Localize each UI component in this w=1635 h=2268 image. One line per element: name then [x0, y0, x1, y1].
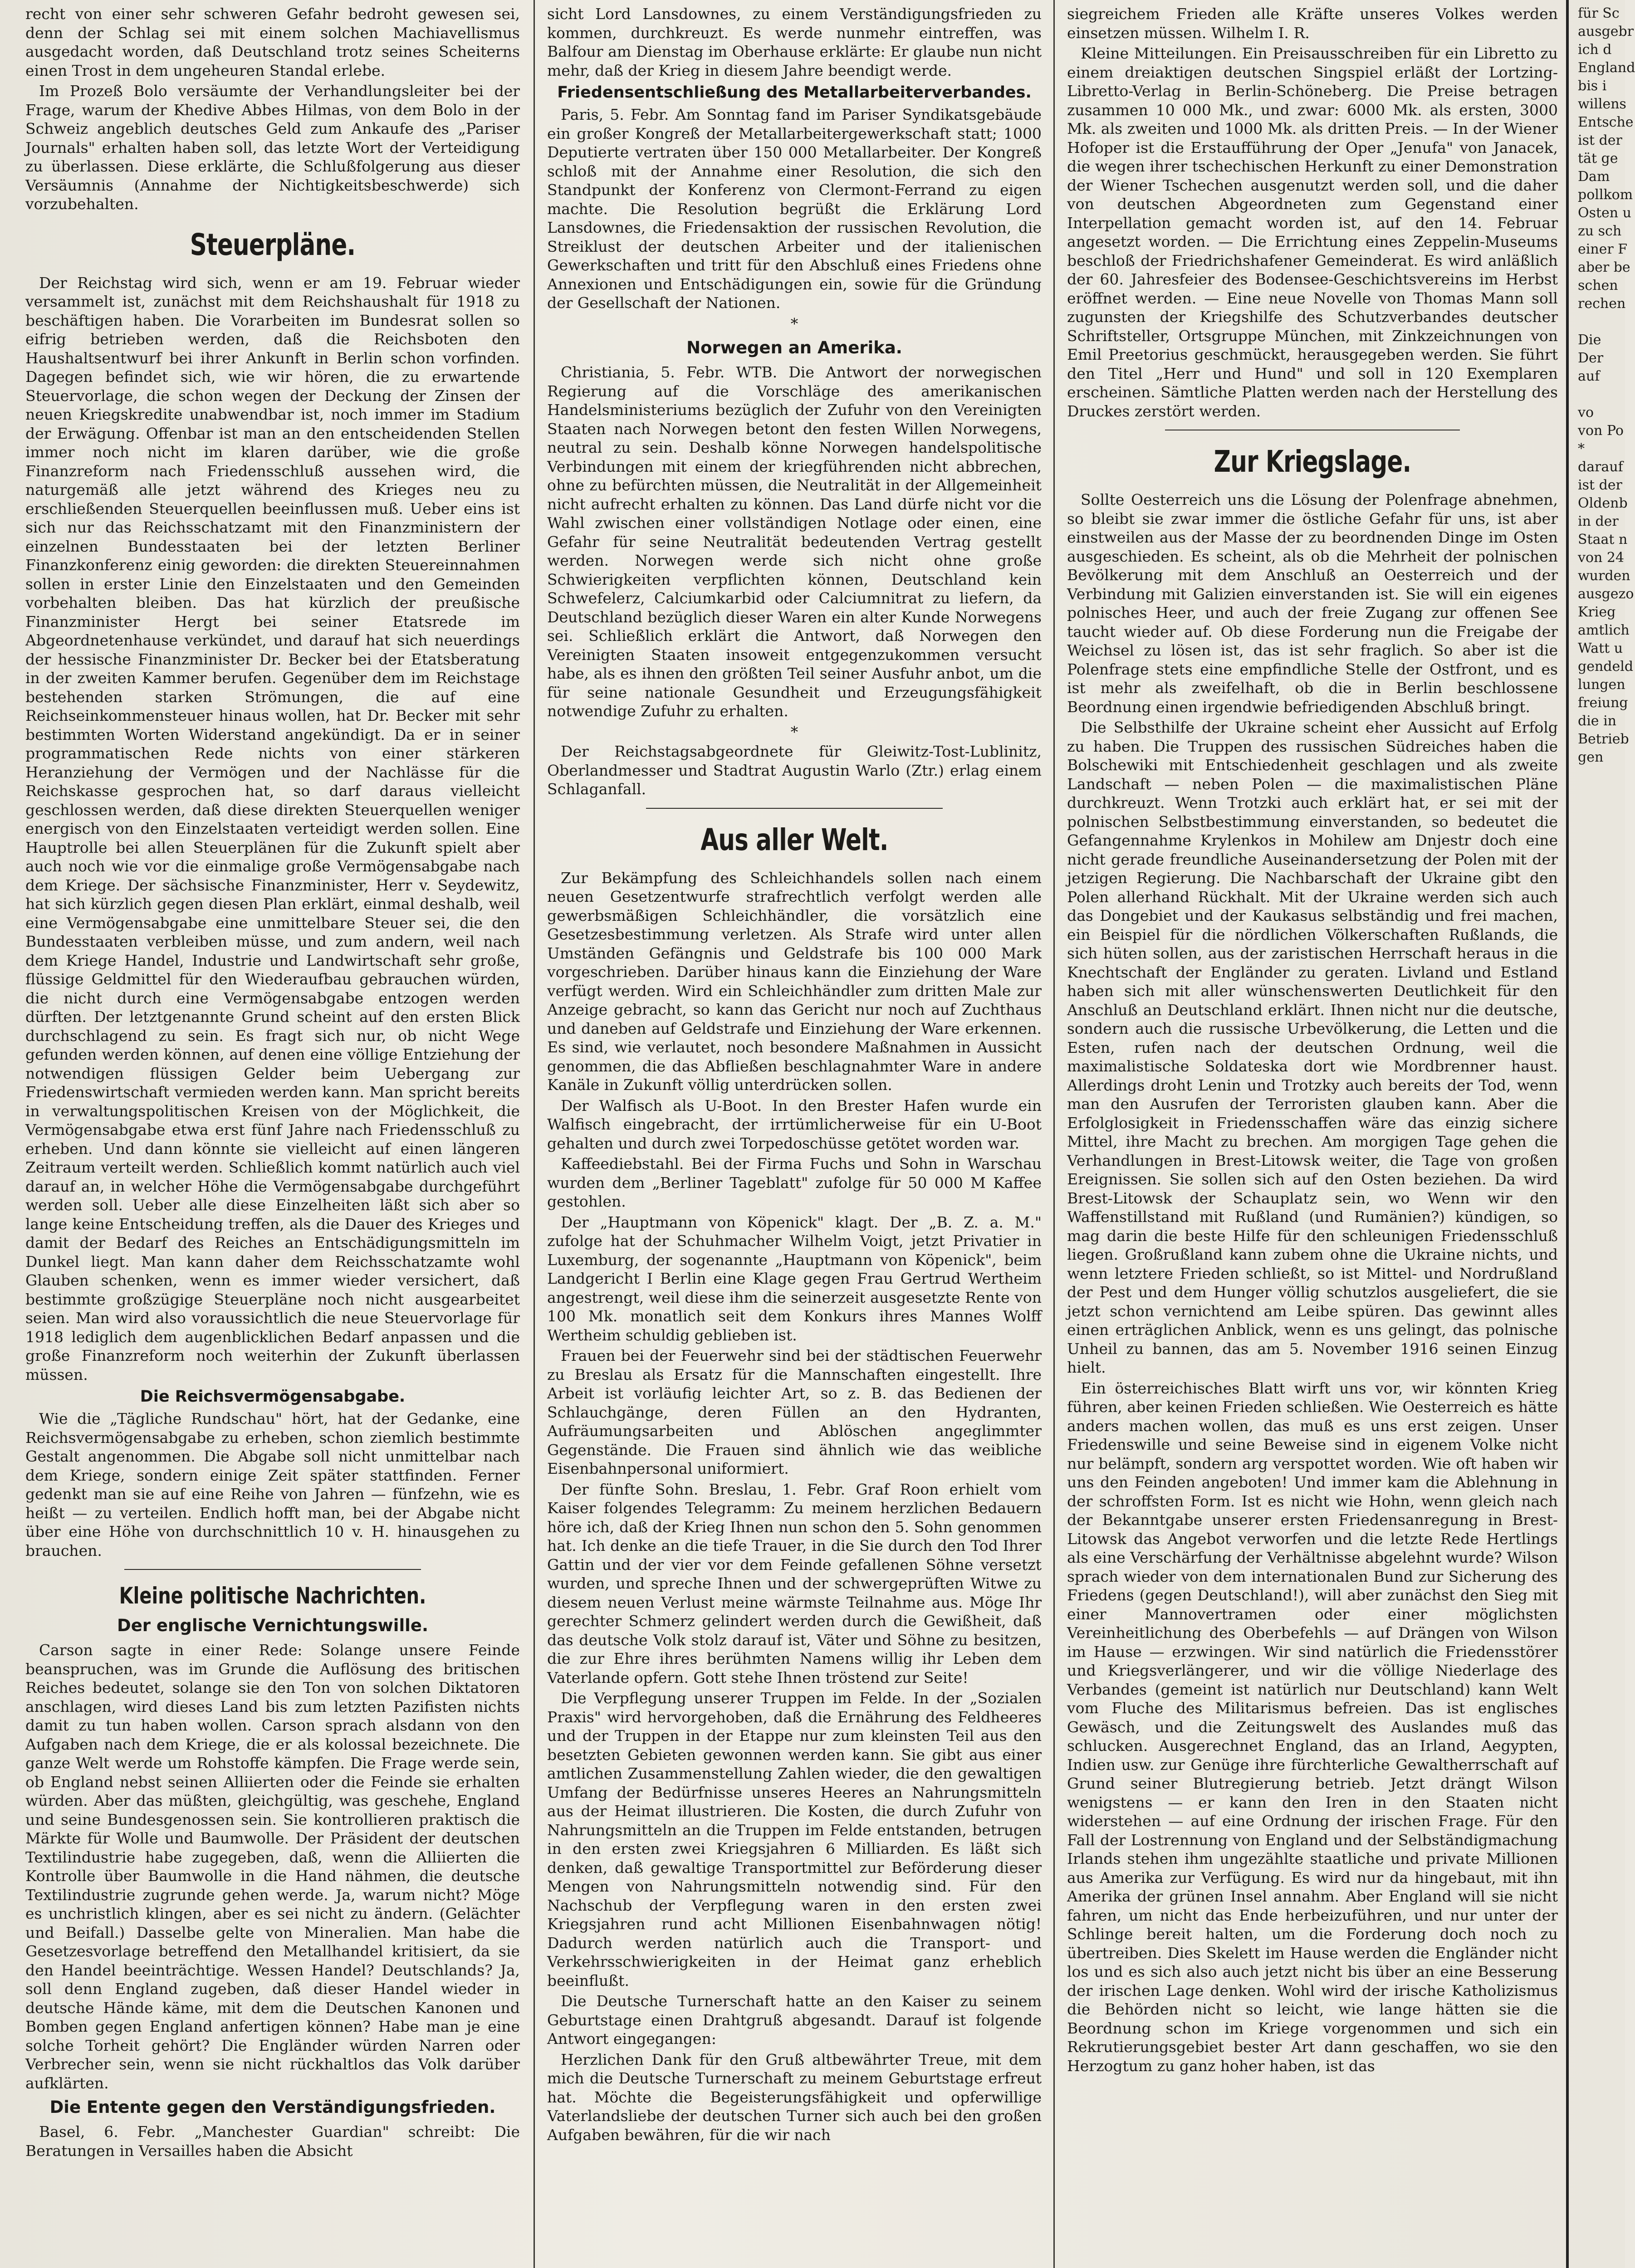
fragment-line: für Sc [1578, 5, 1620, 21]
column-1 [25, 5, 520, 2268]
column-2 [547, 5, 1042, 2268]
article-paragraph: Wie die „Tägliche Rundschau" hört, hat der Gedanke, eine Reichsvermögensabgabe zu erheben, schon ziemlich bestimmte Gestalt angenommen. Die Abgabe soll nicht unmittelbar nach dem Kriege, sondern einige Zeit später stattfinden. Ferner gedenkt man sie auf eine Reihe von Jahren — fünfzehn, wie es heißt — zu verteilen. Endlich hofft man, bei der Abgabe nicht über eine Höhe von durchschnittlich 10 v. H. hinausgehen zu brauchen. [25, 1410, 520, 1559]
article-paragraph: Zur Bekämpfung des Schleichhandels sollen nach einem neuen Gesetzentwurfe strafrechtlich verfolgt werden alle gewerbsmäßigen Schleichhändler, die vorsätzlich eine Gesetzesbestimmung verletzen. Als Strafe wird unter allen Umständen Gefängnis und Geldstrafe bis 100 000 Mark vorgeschrieben. Darüber hinaus kann die Einziehung der Ware verfügt werden. Wird ein Schleichhändler zum dritten Male zur Anzeige gebracht, so kann das Gericht nur noch auf Zuchthaus und daneben auf Geldstrafe und Einziehung der Ware erkennen. Es sind, wie verlautet, noch besondere Maßnahmen in Aussicht genommen, die das Abfließen beschlagnahmter Ware in andere Kanäle in Zukunft völlig unterdrücken sollen. [547, 869, 1042, 1094]
fragment-line [1578, 313, 1625, 331]
fragment-line: schen [1578, 278, 1618, 293]
article-paragraph: Die Verpflegung unserer Truppen im Felde. In der „Sozialen Praxis" wird hervorgehoben, daß die Ernährung des Feldheeres und der Truppen in der Etappe nur zum kleinsten Teil aus den besetzten Gebieten gewonnen werden kann. Sie gibt aus einer amtlichen Zusammenstellung Zahlen wieder, die den gewaltigen Umfang der Bedürfnisse unseres Heeres an Nahrungsmitteln aus der Heimat illustrieren. Die Kosten, die durch Zufuhr von Nahrungsmitteln an die Truppen im Felde entstanden, betrugen in den ersten zwei Kriegsjahren 6 Milliarden. Es läßt sich denken, daß gewaltige Transportmittel zur Beförderung dieser Mengen von Nahrungsmitteln notwendig sind. Für den Nachschub der Verpflegung waren in den ersten zwei Kriegsjahren rund acht Millionen Eisenbahnwagen nötig! Dadurch werden natürlich auch die Transport- und Verkehrsschwierigkeiten in der Heimat ganz erheblich beeinflußt. [547, 1689, 1042, 1989]
article-paragraph: Der „Hauptmann von Köpenick" klagt. Der „B. Z. a. M." zufolge hat der Schuhmacher Wilhelm Voigt, jetzt Privatier in Luxemburg, der sogenannte „Hauptmann von Köpenick", beim Landgericht I Berlin eine Klage gegen Frau Gertrud Wertheim angestrengt, weil diese ihm die seinerzeit ausgesetzte Rente von 100 Mk. monatlich seit dem Konkurs ihres Mannes Wolff Wertheim schuldig geblieben ist. [547, 1213, 1042, 1344]
article-paragraph: Sollte Oesterreich uns die Lösung der Polenfrage abnehmen, so bleibt sie zwar immer die östliche Gefahr für uns, ist aber einstweilen aus der Masse der zu beordnenden Dinge im Osten ausgeschieden. Es scheint, als ob die Mehrheit der polnischen Bevölkerung mit dem Anschluß an Oesterreich und der Verbindung mit Galizien einverstanden ist. Sie will ein eigenes polnisches Heer, und auch der freie Zugang zur offenen See taucht wieder auf. Ob diese Forderung nun die Freigabe der Weichsel zu lösen ist, das ist sehr fraglich. So aber ist die Polenfrage stets eine empfindliche Stelle der Ostfront, und es ist mehr als zweifelhaft, ob die in Berlin beschlossene Beordnung einen irgendwie befriedigenden Abschluß bringt. [1067, 491, 1558, 716]
article-paragraph: Die Deutsche Turnerschaft hatte an den Kaiser zu seinem Geburtstage einen Drahtgruß abgesandt. Darauf ist folgende Antwort eingegangen: [547, 1992, 1042, 2048]
fragment-line: Betrieb [1578, 731, 1629, 747]
article-paragraph: Basel, 6. Febr. „Manchester Guardian" schreibt: Die Beratungen in Versailles haben die Absicht [25, 2123, 520, 2160]
fragment-line: Dam [1578, 169, 1610, 185]
fragment-line: Krieg [1578, 604, 1616, 620]
article-continuation: sicht Lord Lansdownes, zu einem Verständigungsfrieden zu kommen, durchkreuzt. Es werde nunmehr eintreffen, was Balfour am Dienstag im Oberhause erklärte: Er glaube nun nicht mehr, daß der Krieg in diesem Jahre beendigt werde. [547, 5, 1042, 79]
subheading: Die Reichsvermögensabgabe. [140, 1388, 406, 1406]
fragment-line: ist der [1578, 477, 1622, 493]
article-continuation: siegreichem Frieden alle Kräfte unseres Volkes werden einsetzen müssen. Wilhelm I. R. [1067, 5, 1558, 42]
fragment-line: bis i [1578, 78, 1607, 94]
article-paragraph: Der fünfte Sohn. Breslau, 1. Febr. Graf Roon erhielt vom Kaiser folgendes Telegramm: Zu meinem herzlichen Bedauern höre ich, daß der Krieg Ihnen nun schon den 5. Sohn genommen hat. Ich denke an die tiefe Trauer, in die Sie durch den Tod Ihrer Gattin und der vier vor dem Feinde gefallenen Söhne versetzt wurden, und spreche Ihnen und der schwergeprüften Witwe zu diesem neuen Verlust meine wärmste Teilnahme aus. Möge Ihr gerechter Schmerz gelindert werden durch die Gewißheit, daß das deutsche Volk stolz darauf ist, Väter und Söhne zu besitzen, die zur Ehre ihres berühmten Namens willig ihr Leben dem Vaterlande opfern. Gott stehe Ihnen tröstend zur Seite! [547, 1480, 1042, 1686]
fragment-line: Staat n [1578, 532, 1628, 547]
separator-star: * [790, 314, 798, 332]
fragment-line: ausgezo [1578, 586, 1634, 602]
separator-star: * [790, 723, 798, 741]
fragment-line: * [1578, 441, 1585, 457]
fragment-line: Der [1578, 350, 1604, 366]
fragment-line: von 24 [1578, 550, 1625, 566]
subheading: Der englische Vernichtungswille. [117, 1616, 428, 1635]
fragment-line: wurden [1578, 568, 1630, 584]
fragment-line: rechen [1578, 296, 1626, 312]
column-3 [1067, 5, 1558, 2268]
article-paragraph: Ein österreichisches Blatt wirft uns vor, wir könnten Krieg führen, aber keinen Frieden schließen. Wie Oesterreich es hätte anders machen wollen, das muß es uns erst zeigen. Unser Friedenswille und seine Beweise sind in eigenem Volke nicht nur belämpft, sondern arg verspottet worden. Wie oft haben wir uns den Feinden angeboten! Und immer kam die Ablehnung in der schroffsten Form. Ist es nicht wie Hohn, wenn gleich nach der Bekanntgabe unserer ersten Friedensanregung in Brest-Litowsk das Angebot verworfen und die letzte Rede Hertlings als eine Verschärfung der Verhältnisse abgelehnt wurde? Wilson sprach wieder von dem internationalen Bund zur Sicherung des Friedens (gegen Deutschland!), will aber zunächst den Sieg mit einer Mannovertramen oder einer möglichsten Vereinheitlichung des Oberbefehls — auf Drängen von Wilson im Hause — erzwingen. Wir sind natürlich die Friedensstörer und Kriegsverlängerer, und wir die völlige Niederlage des Verbandes (gemeint ist natürlich nur Deutschland) kann Welt vom Fluche des Militarismus befreien. Das ist englisches Gewäsch, und die Zeitungswelt des Auslandes muß das schlucken. Ausgerechnet England, das an Irland, Aegypten, Indien usw. zur Genüge ihre fürchterliche Gewaltherrschaft auf Grund seiner Blutregierung betrieb. Jetzt drängt Wilson wenigstens — er kann den Iren in den Staaten nicht widerstehen — auf eine Ordnung der irischen Frage. Für den Fall der Lostrennung von England und der Selbständigmachung Irlands stehen ihm ungezählte staatliche und private Millionen aus Amerika zur Verfügung. Es wird nur da hingebaut, mit ihn Amerika der grünen Insel annahm. Aber England will sie nicht fahren, um nicht das Ende herbeizuführen, und nur unter der Schlinge bereit halten, um die Forderung doch noch zu übertreiben. Dies Skelett im Hause werden die Engländer nicht los und es sich also auch jetzt nicht bis über an eine Besserung der irischen Lage denken. Wohl wird der irische Katholizismus die Behörden nicht so leicht, wie lange hätten sie die Beordnung schon im Kriege vorgenommen und sich ein Rekrutierungsgebiet bester Art dann geschaffen, wo sie den Herzogtum zu ganz hoher haben, ist das [1067, 1379, 1558, 2075]
fragment-line: pollkom [1578, 187, 1633, 203]
headline-steuerplaene: Steuerpläne. [190, 227, 356, 262]
fragment-line: gen [1578, 749, 1604, 765]
headline-norwegen: Norwegen an Amerika. [686, 338, 902, 357]
page-edge-rule [1566, 0, 1569, 2268]
article-paragraph: Paris, 5. Febr. Am Sonntag fand im Pariser Syndikatsgebäude ein großer Kongreß der Metallarbeitergewerkschaft statt; 1000 Deputierte vertraten über 150 000 Metallarbeiter. Der Kongreß schloß mit der Annahme einer Resolution, die sich den Standpunkt der Konferenz von Clermont-Ferrand zu eigen machte. Die Resolution begrüßt die Erklärung Lord Lansdownes, die Friedensaktion der russischen Revolution, die Streiklust der deutschen Arbeiter und der italienischen Gewerkschaften und tritt für den Abschluß eines Friedens ohne Annexionen und Entschädigungen ein, sowie für die Gründung der Gesellschaft der Nationen. [547, 106, 1042, 312]
fragment-line: freiung [1578, 695, 1628, 711]
article-paragraph: Herzlichen Dank für den Gruß altbewährter Treue, mit dem mich die Deutsche Turnerschaft zu meinem Geburtstage erfreut hat. Möchte die Begeisterungsfähigkeit und opferwillige Vaterlandsliebe der deutschen Turner sich auch bei den großen Aufgaben bewähren, für die wir nach [547, 2050, 1042, 2144]
fragment-line: England [1578, 60, 1635, 76]
fragment-line [1578, 386, 1625, 404]
column-4-fragment [1578, 5, 1635, 2268]
article-paragraph: Der Walfisch als U-Boot. In den Brester Hafen wurde ein Walfisch eingebracht, der irrtümlicherweise für ein U-Boot gehalten und durch zwei Torpedoschüsse getötet worden war. [547, 1096, 1042, 1152]
article-paragraph: Der Reichstagsabgeordnete für Gleiwitz-Tost-Lublinitz, Oberlandmesser und Stadtrat Augustin Warlo (Ztr.) erlag einem Schlaganfall. [547, 743, 1042, 798]
headline-zur-kriegslage: Zur Kriegslage. [1214, 444, 1411, 479]
subheading: Die Entente gegen den Verständigungsfrieden. [49, 2097, 496, 2117]
article-paragraph: Die Selbsthilfe der Ukraine scheint eher Aussicht auf Erfolg zu haben. Die Truppen des russischen Südreiches haben die Bolschewiki mit Entschiedenheit geschlagen und als zweite Landschaft — neben Polen — die maximalistischen Pläne durchkreuzt. Wenn Trotzki auch erklärt hat, er sei mit der polnischen Selbstbestimmung einverstanden, so bedeutet die Gefangennahme Krylenkos in Mohilew am Dnjestr doch eine nicht gerade freundliche Auseinandersetzung der Polen mit der jetzigen Regierung. Die Nachbarschaft der Ukraine gibt den Polen allerhand Rückhalt. Mit der Ukraine werden sich auch das Dongebiet und der Kaukasus selbständig und frei machen, ein Beispiel für die nördlichen Völkerschaften Rußlands, die sich hüten sollen, aus der zaristischen Herrschaft heraus in die Knechtschaft der Engländer zu geraten. Livland und Estland haben sich mit aller wünschenswerten Deutlichkeit für den Anschluß an Deutschland erklärt. Ihnen nicht nur die deutsche, sondern auch die russische Urbevölkerung, die Letten und die Esten, rufen nach der deutschen Ordnung, weil die maximalistische Soldateska dort wie Mordbrenner haust. Allerdings droht Lenin und Trotzky auch bereits der Tod, wenn man den Ausrufen der Terroristen glauben kann. Aber die Erfolglosigkeit in Friedensschaffen wäre das einzig sichere Mittel, ihre Macht zu brechen. Am morgigen Tage gehen die Verhandlungen in Brest-Litowsk weiter, die Tage von großen Ereignissen. Sie sollen sich auf den Osten beziehen. Da wird Brest-Litowsk der Schauplatz sein, wo Wenn wir den Waffenstillstand mit Rußland (und Rumänien?) kündigen, so mag darin die beste Hilfe für den schleunigen Friedensschluß liegen. Großrußland kann zubem ohne die Ukraine nichts, und wenn letztere Frieden schließt, so ist Mittel- und Nordrußland der Pest und dem Hunger völlig schutzlos ausgeliefert, die sie jetzt schon vernichtend am Leibe spüren. Das gewinnt alles einen erträglichen Anblick, wenn es uns gelingt, das polnische Unheil zu bannen, das am 5. November 1916 seinen Einzug hielt. [1067, 719, 1558, 1376]
fragment-line: ist der [1578, 132, 1622, 148]
article-paragraph: Christiania, 5. Febr. WTB. Die Antwort der norwegischen Regierung auf die Vorschläge des amerikanischen Handelsministeriums bezüglich der Zufuhr von den Vereinigten Staaten nach Norwegen betont den festen Willen Norwegens, neutral zu sein. Deshalb könne Norwegen handelspolitische Verbindungen mit einem der kriegführenden nicht abbrechen, ohne zu befürchten müssen, die Neutralität in der Allgemeinheit nicht aufrecht erhalten zu können. Das Land dürfe nicht vor die Wahl zwischen einer vollständigen Notlage oder einen, eine Gefahr für seine Neutralität bedeutenden Vertrag gestellt werden. Norwegen werde sich nicht ohne große Schwierigkeiten verpflichten können, Deutschland kein Schwefelerz, Calciumkarbid oder Calciumnitrat zu liefern, da Deutschland bezüglich dieser Waren ein alter Kunde Norwegens sei. Schließlich erklärt die Antwort, daß Norwegen den Vereinigten Staaten insoweit entgegenzukommen versucht habe, als es ihnen den größten Teil seiner Ausfuhr anbot, um die für seine nationale Gesundheit und Erzeugungsfähigkeit notwendige Zufuhr zu erhalten. [547, 363, 1042, 720]
article-paragraph: Der Reichstag wird sich, wenn er am 19. Februar wieder versammelt ist, zunächst mit dem Reichshaushalt für 1918 zu beschäftigen haben. Die Vorarbeiten im Bundesrat sollen so eifrig betrieben werden, daß die Reichsboten den Haushaltsentwurf bei ihrer Ankunft in Berlin schon vorfinden. Dagegen befindet sich, wie wir hören, die zu erwartende Steuervorlage, die schon wegen der Deckung der Zinsen der neuen Kriegskredite unabwendbar ist, noch immer im Stadium der Erwägung. Offenbar ist man an den entscheidenden Stellen immer noch nicht im klaren darüber, wie die große Finanzreform nach Friedensschluß aussehen wird, die naturgemäß alle jetzt während des Krieges neu zu erschließenden Steuerquellen beeinflussen muß. Ueber eins ist sich nur das Reichsschatzamt mit den Finanzministern der einzelnen Bundesstaaten bei der letzten Berliner Finanzkonferenz einig geworden: die direkten Steuereinnahmen sollen in erster Linie den Einzelstaaten und den Gemeinden vorbehalten bleiben. Das hat kürzlich der preußische Finanzminister Hergt bei seiner Etatsrede im Abgeordnetenhause verkündet, und darauf hat sich neuerdings der hessische Finanzminister Dr. Becker bei der Etatsberatung in der zweiten Kammer berufen. Gegenüber dem im Reichstage bestehenden starken Strömungen, die auf eine Reichseinkommensteuer hinaus wollen, hat Dr. Becker mit sehr bestimmten Worten Widerstand angekündigt. Da er in seiner programmatischen Rede nichts von einer stärkeren Heranziehung der Vermögen und der Nachlässe für die Reichskasse gesprochen hat, so darf daraus vielleicht geschlossen werden, daß diese direkten Steuerquellen weniger energisch von den Einzelstaaten verteidigt werden sollen. Eine Hauptrolle bei allen Steuerplänen für die Zukunft spielt aber auch noch wie vor die einmalige große Vermögensabgabe nach dem Kriege. Der sächsische Finanzminister, Herr v. Seydewitz, hat sich kürzlich gegen diesen Plan erklärt, einmal deshalb, weil eine Vermögensabgabe eine unmittelbare Steuer sei, die den Bundesstaaten verbleiben müsse, und zum andern, weil nach dem Kriege Handel, Industrie und Landwirtschaft sehr große, flüssige Geldmittel für den Wiederaufbau gebrauchen würden, die nicht durch eine Vermögensabgabe entzogen werden dürften. Der letztgenannte Grund scheint auf den ersten Blick durchschlagend zu sein. Es fragt sich nur, ob nicht Wege gefunden werden können, auf denen eine völlige Entziehung der notwendigen flüssigen Gelder beim Uebergang zur Friedenswirtschaft vermieden werden kann. Man spricht bereits in verwaltungspolitischen Kreisen von der Möglichkeit, die Vermögensabgabe etwa erst fünf Jahre nach Friedensschluß zu erheben. Und dann könnte sie vielleicht auf einen längeren Zeitraum verteilt werden. Schließlich kommt natürlich auch viel darauf an, in welcher Höhe die Vermögensabgabe durchgeführt werden soll. Ueber alle diese Einzelheiten läßt sich aber so lange keine Entscheidung treffen, als die Dauer des Krieges und damit der Bedarf des Reiches an Entschädigungsmitteln im Dunkel liegt. Man kann daher dem Reichsschatzamte wohl Glauben schenken, wenn es immer wieder versichert, daß bestimmte großzügige Steuerpläne noch nicht ausgearbeitet seien. Man wird also voraussichtlich die neue Steuervorlage für 1918 lediglich dem augenblicklichen Bedarf anpassen und die große Finanzreform noch weiterhin der Zukunft überlassen müssen. [25, 274, 520, 1383]
article-paragraph: Kleine Mitteilungen. Ein Preisausschreiben für ein Libretto zu einem dreiaktigen deutschen Singspiel erläßt der Lortzing-Libretto-Verlag in Berlin-Schöneberg. Die Preise betragen zusammen 10 000 Mk., und zwar: 6000 Mk. als ersten, 3000 Mk. als zweiten und 1000 Mk. als dritten Preis. — In der Wiener Hofoper ist die Erstaufführung der Oper „Jenufa" von Janacek, die wegen ihrer tschechischen Herkunft zu einer Demonstration der Wiener Tschechen ausgenutzt werden soll, und die daher von deutschen Abgeordneten zum Gegenstand einer Interpellation gemacht worden ist, auf den 14. Februar angesetzt worden. — Die Errichtung eines Zeppelin-Museums beschloß der Friedrichshafener Gemeinderat. Es wird anläßlich der 60. Jahresfeier des Bodensee-Geschichtsvereins im Herbst eröffnet werden. — Eine neue Novelle von Thomas Mann soll zugunsten der Kriegshilfe des Schutzverbandes deutscher Schriftsteller, Ortsgruppe München, mit Zinkzeichnungen von Emil Preetorius geschmückt, herausgegeben werden. Sie führt den Titel „Herr und Hund" und soll in 120 Exemplaren erscheinen. Sämtliche Platten werden nach der Herstellung des Druckes zerstört werden. [1067, 44, 1558, 420]
fragment-line: Watt u [1578, 640, 1623, 656]
divider [124, 1569, 421, 1570]
column-rule [1053, 0, 1055, 2268]
article-paragraph: Frauen bei der Feuerwehr sind bei der städtischen Feuerwehr zu Breslau als Ersatz für die Mannschaften eingestellt. Ihre Arbeit ist vorläufig leichter Art, so z. B. das Bedienen der Schlauchgänge, deren Füllen an den Hydranten, Aufräumungsarbeiten und Ablöschen angeglimmter Gegenstände. Die Frauen sind ähnlich wie das weibliche Eisenbahnpersonal uniformiert. [547, 1347, 1042, 1477]
fragment-line: willens [1578, 96, 1626, 112]
fragment-line: von Po [1578, 423, 1624, 439]
headline-kleine-politische-nachrichten: Kleine politische Nachrichten. [119, 1583, 426, 1609]
fragment-line: die in [1578, 713, 1617, 729]
fragment-line: aber be [1578, 259, 1630, 275]
fragment-line: auf [1578, 368, 1600, 384]
fragment-line: ich d [1578, 42, 1612, 58]
fragment-line: in der [1578, 513, 1619, 529]
fragment-line: darauf [1578, 459, 1623, 475]
fragment-line: Die [1578, 332, 1601, 348]
article-continuation: recht von einer sehr schweren Gefahr bedroht gewesen sei, denn der Schlag sei mit einem solchen Machiavellismus ausgedacht worden, daß Deutschland trotz seines Scheiterns einen Trost in dem ungeheuren Standal erlebe. [25, 5, 520, 79]
fragment-line: zu sch [1578, 223, 1622, 239]
article-paragraph: Im Prozeß Bolo versäumte der Verhandlungsleiter bei der Frage, warum der Khedive Abbes Hilmas, von dem Bolo in der Schweiz angeblich deutsches Geld zum Ankaufe des „Pariser Journals" erhalten haben soll, das letzte Wort der Verteidigung zu überlassen. Diese erklärte, die Schlußfolgerung aus dieser Versäumnis (Annahme der Nichtigkeitsbeschwerde) sich vorzubehalten. [25, 82, 520, 213]
fragment-line: einer F [1578, 241, 1628, 257]
article-paragraph: Kaffeediebstahl. Bei der Firma Fuchs und Sohn in Warschau wurden dem „Berliner Tageblatt" zufolge für 50 000 M Kaffee gestohlen. [547, 1155, 1042, 1210]
divider [646, 808, 943, 809]
headline-aus-aller-welt: Aus aller Welt. [700, 822, 888, 857]
fragment-line: lungen [1578, 677, 1625, 693]
subheading: Friedensentschließung des Metallarbeiterverbandes. [557, 83, 1032, 102]
fragment-line: ausgebr [1578, 24, 1634, 39]
fragment-line: Entsche [1578, 114, 1634, 130]
fragment-line: amtlich [1578, 622, 1630, 638]
fragment-line: Oldenb [1578, 495, 1628, 511]
article-paragraph: Carson sagte in einer Rede: Solange unsere Feinde beanspruchen, was im Grunde die Auflösung des britischen Reiches bedeutet, solange sie den Ton von solchen Diktatoren anschlagen, wird dieses Land bis zum letzten Pazifisten nichts damit zu tun haben wollen. Carson sprach alsdann von den Aufgaben nach dem Kriege, die er als kolossal bezeichnete. Die ganze Welt werde um Rohstoffe kämpfen. Die Frage werde sein, ob England nebst seinen Alliierten oder die Feinde sie erhalten würden. Aber das müßten, gleichgültig, was geschehe, England und seine Bundesgenossen sein. Sie kontrollieren praktisch die Märkte für Wolle und Baumwolle. Der Präsident der deutschen Textilindustrie habe zugegeben, daß, wenn die Alliierten die Kontrolle über Baumwolle in die Hand nähmen, die deutsche Textilindustrie zugrunde gehen werde. Ja, warum nicht? Möge es unchristlich klingen, aber es sei nicht zu ändern. (Gelächter und Beifall.) Dasselbe gelte von Mineralien. Man habe die Gesetzesvorlage betreffend den Metallhandel kritisiert, da sie den Handel beeinträchtige. Wessen Handel? Deutschlands? Ja, soll denn England zugeben, daß dieser Handel wieder in deutsche Hände käme, mit dem die Deutschen Kanonen und Bomben gegen England anfertigen können? Habe man je eine solche Torheit gehört? Die Engländer würden Narren oder Verbrecher sein, wenn sie nicht rückhaltlos das Volk darüber aufklärten. [25, 1641, 520, 2092]
fragment-line: gendeld [1578, 659, 1634, 675]
fragment-line: tät ge [1578, 151, 1618, 166]
fragment-line: vo [1578, 405, 1594, 420]
fragment-line: Osten u [1578, 205, 1631, 221]
column-rule [534, 0, 535, 2268]
